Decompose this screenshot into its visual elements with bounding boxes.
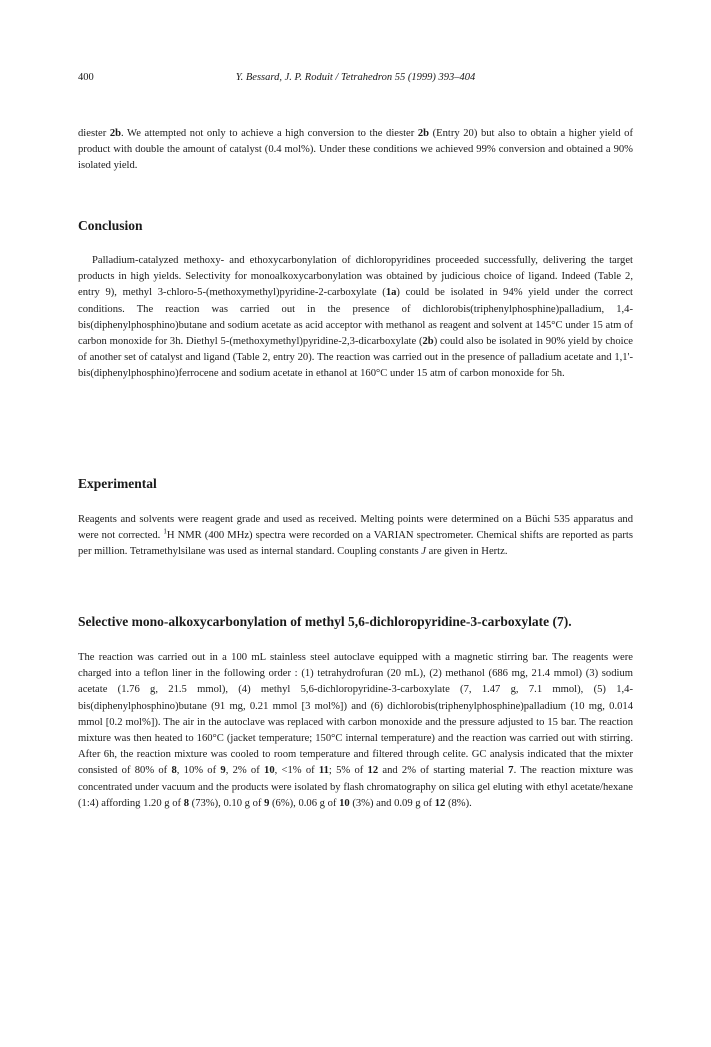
compound-ref: 10 <box>264 765 275 777</box>
compound-ref: 8 <box>183 797 190 809</box>
selective-procedure-paragraph: The reaction was carried out in a 100 mL stainless steel autoclave equipped with a magnetic stirring bar. The reagents were charged into a teflon liner in the following order : (1) tetrahydrofuran (20 mL), (2) methanol (686 mg, 21.4 mmol) (3) sodium acetate (1.76 g, 21.5 mmol), (4) methyl 5,6-dichloropyridine-3-carboxylate (7, 1.47 g, 7.1 mmol), (5) 1,4-bis(diphenylphosphino)butane (91 mg, 0.21 mmol [3 mol%]) and (6) dichlorobis(triphenylphosphine)palladium (10 mg, 0.014 mmol [0.2 mol%]). The air in the autoclave was replaced with carbon monoxide and the pressure adjusted to 15 bar. The reaction mixture was then heated to 160°C (jacket temperature; 150°C internal temperature) and the reaction was carried out with stirring. After 6h, the reaction mixture was cooled to room temperature and filtered through celite. GC analysis indicated that the mixter consisted of 80% of 8, 10% of 9, 2% of 10, <1% of 11; 5% of 12 and 2% of starting material 7. The reaction mixture was concentrated under vacuum and the products were isolated by flash chromatography on silica gel eluting with ethyl acetate/hexane (1:4) affording 1.20 g of 8 (73%), 0.10 g of 9 (6%), 0.06 g of 10 (3%) and 0.09 g of 12 (8%). <box>78 652 634 809</box>
conclusion-paragraph: Palladium-catalyzed methoxy- and ethoxycarbonylation of dichloropyridines proceeded successfully, delivering the target products in high yields. Selectivity for monoalkoxycarbonylation was obtained by judicious choice of ligand. Indeed (Table 2, entry 9), methyl 3-chloro-5-(methoxymethyl)pyridine-2-carboxylate (1a) could be isolated in 94% yield under the correct conditions. The reaction was carried out in the presence of dichlorobis(triphenylphosphine)palladium, 1,4-bis(diphenylphosphino)butane and sodium acetate as acid acceptor with methanol as reagent and solvent at 145°C under 15 atm of carbon monoxide for 3h. Diethyl 5-(methoxymethyl)pyridine-2,3-dicarboxylate (2b) could also be isolated in 90% yield by choice of another set of catalyst and ligand (Table 2, entry 20). The reaction was carried out in the presence of palladium acetate and 1,1'-bis(diphenylphosphino)ferrocene and sodium acetate in ethanol at 160°C under 15 atm of carbon monoxide for 5h. <box>78 255 633 380</box>
running-header <box>78 72 633 86</box>
experimental-paragraph: Reagents and solvents were reagent grade and used as received. Melting points were determined on a Büchi 535 apparatus and were not corrected. $^1$H NMR (400 MHz) spectra were recorded on a VARIAN spectrometer. Chemical shifts are reported as parts per million. Tetramethylsilane was used as internal standard. Coupling constants J are given in Hertz. <box>78 514 633 558</box>
compound-ref: 9 <box>264 797 270 809</box>
intro-paragraph: diester 2b. We attempted not only to achieve a high conversion to the diester 2b (Entry 20) but also to obtain a higher yield of product with double the amount of catalyst (0.4 mol%). Under these conditions we achieved 99% conversion and obtained a 90% isolated yield. <box>78 128 634 172</box>
compound-ref: 2b <box>417 128 430 139</box>
compound-ref: 11 <box>318 765 329 777</box>
compound-ref: 8 <box>171 765 177 777</box>
conclusion-heading: Conclusion <box>78 218 143 233</box>
experimental-heading: Experimental <box>78 476 157 491</box>
compound-ref: 12 <box>434 797 446 809</box>
compound-ref: 2b <box>109 128 122 139</box>
compound-ref: 10 <box>339 797 350 809</box>
page-number: 400 <box>78 72 94 83</box>
compound-ref: 1a <box>385 287 397 299</box>
compound-ref: 2b <box>422 336 434 348</box>
compound-ref: 12 <box>367 765 379 777</box>
selective-heading: Selective mono-alkoxycarbonylation of methyl 5,6-dichloropyridine-3-carboxylate (7). <box>78 614 572 629</box>
compound-ref: 7 <box>508 765 514 777</box>
running-citation: Y. Bessard, J. P. Roduit / Tetrahedron 55 (1999) 393–404 <box>235 72 476 83</box>
compound-ref: 9 <box>220 765 226 777</box>
